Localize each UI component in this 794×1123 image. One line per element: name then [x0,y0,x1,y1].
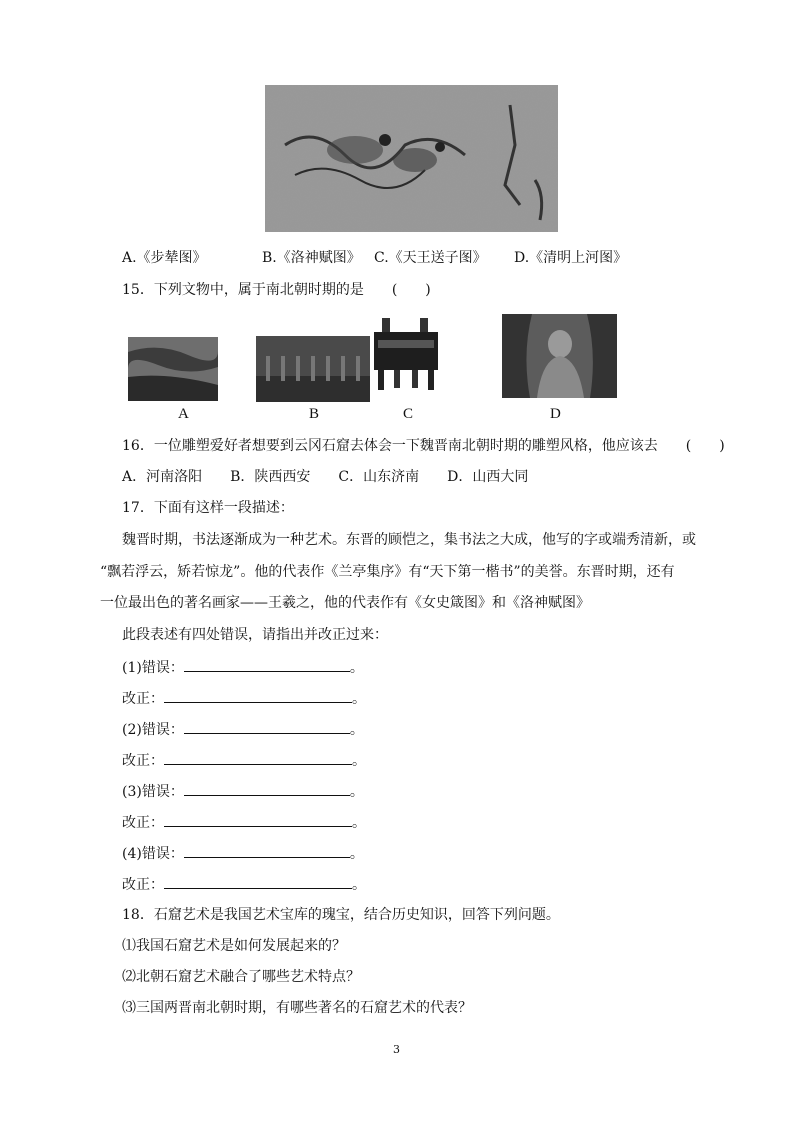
q17-passage-line-2: “飘若浮云，矫若惊龙”。他的代表作《兰亭集序》有“天下第一楷书”的美誉。东晋时期，还有 [100,564,675,580]
q17-error-2: (2)错误： 。 [122,719,364,740]
artifact-label-c: C [403,406,414,422]
q17-question: 17．下面有这样一段描述： [122,500,294,516]
q18-sub-1: ⑴我国石窟艺术是如何发展起来的？ [122,938,346,954]
q17-error-4: (4)错误： 。 [122,843,364,864]
q18-sub-2: ⑵北朝石窟艺术融合了哪些艺术特点？ [122,969,360,985]
artifact-image-b [256,336,370,402]
answer-blank[interactable] [164,874,352,889]
painting-image [265,85,558,232]
artifact-image-c [370,316,442,390]
q17-passage-line-1: 魏晋时期，书法逐渐成为一种艺术。东晋的顾恺之，集书法之大成，他写的字或端秀清新，或 [122,532,696,548]
q17-fix-2: 改正： 。 [122,750,366,771]
q14-option-c: C.《天王送子图》 [374,250,487,266]
q17-passage-line-3: 一位最出色的著名画家——王羲之，他的代表作有《女史箴图》和《洛神赋图》 [100,595,590,611]
answer-blank[interactable] [184,657,350,672]
answer-blank[interactable] [164,750,352,765]
q16-options: A．河南洛阳 B．陕西西安 C．山东济南 D．山西大同 [122,469,529,485]
q14-option-a: A.《步辇图》 [122,250,207,266]
artifact-label-a: A [178,406,189,422]
q17-error-3: (3)错误： 。 [122,781,364,802]
q15-question: 15．下列文物中，属于南北朝时期的是 ( ) [122,282,431,298]
answer-blank[interactable] [184,719,350,734]
q17-fix-4: 改正： 。 [122,874,366,895]
q18-sub-3: ⑶三国两晋南北朝时期，有哪些著名的石窟艺术的代表？ [122,1000,472,1016]
q14-option-b: B.《洛神赋图》 [262,250,361,266]
q14-option-d: D.《清明上河图》 [514,250,628,266]
artifact-image-d [502,314,617,398]
q16-question: 16．一位雕塑爱好者想要到云冈石窟去体会一下魏晋南北朝时期的雕塑风格，他应该去 ( ) [122,438,725,454]
page-number: 3 [393,1043,400,1056]
artifact-image-a [128,337,218,401]
q17-fix-3: 改正： 。 [122,812,366,833]
answer-blank[interactable] [184,781,350,796]
q17-fix-1: 改正： 。 [122,688,366,709]
q17-instruction: 此段表述有四处错误，请指出并改正过来： [122,627,388,643]
answer-blank[interactable] [164,688,352,703]
q18-question: 18．石窟艺术是我国艺术宝库的瑰宝，结合历史知识，回答下列问题。 [122,907,560,923]
artifact-label-b: B [309,406,320,422]
artifact-label-d: D [550,406,561,422]
q17-error-1: (1)错误： 。 [122,657,364,678]
answer-blank[interactable] [184,843,350,858]
answer-blank[interactable] [164,812,352,827]
